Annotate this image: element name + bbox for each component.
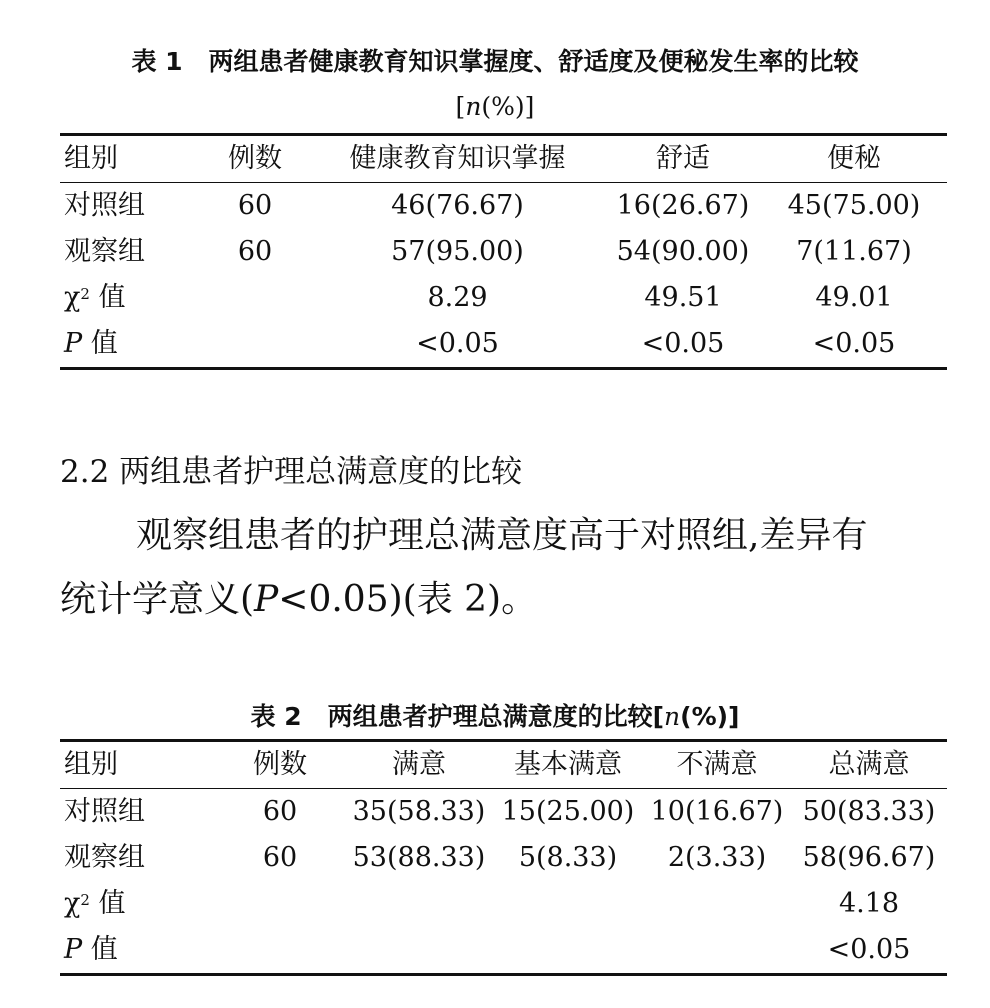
table-cell: 46(76.67) (391, 190, 524, 221)
table2-chi-label: $\chi^2$ 值 (64, 888, 126, 919)
table2-header-row (60, 741, 947, 789)
table-cell: 35(58.33) (352, 796, 486, 827)
table1-header-knowledge: 健康教育知识掌握 (310, 135, 605, 183)
table-cell: 58(96.67) (802, 842, 936, 873)
table1-caption (0, 42, 990, 78)
table1-label: 表 1 (131, 47, 183, 76)
table-cell: 4.18 (838, 888, 900, 919)
section-paragraph (60, 504, 950, 632)
table1-header-row (60, 135, 947, 183)
table-cell (493, 881, 643, 927)
table1-chi-label: $\chi^2$ 值 (64, 282, 126, 313)
table1 (60, 133, 947, 370)
table-cell: 60 (262, 796, 298, 827)
table-cell: 60 (237, 190, 273, 221)
table-cell: <0.05 (827, 934, 911, 965)
table-cell: 对照组 (64, 190, 145, 221)
table1-unit: [n(%)] (455, 92, 535, 121)
table-cell: 49.51 (644, 282, 722, 313)
table2-header-basic: 基本满意 (493, 741, 643, 789)
table-cell: 60 (262, 842, 298, 873)
table-cell: 5(8.33) (518, 842, 618, 873)
table-cell: 53(88.33) (352, 842, 486, 873)
table-row (60, 835, 947, 881)
table2-title-n: n (664, 702, 681, 731)
section-heading: 2.2 两组患者护理总满意度的比较 (60, 454, 523, 490)
table2-header-total: 总满意 (791, 741, 947, 789)
table1-header-comfort: 舒适 (605, 135, 761, 183)
table1-header-constipation: 便秘 (761, 135, 947, 183)
table-cell: 观察组 (64, 236, 145, 267)
table2 (60, 739, 947, 976)
table2-caption: 表 2 两组患者护理总满意度的比较[n(%)] (250, 702, 740, 731)
table1-p-row (60, 321, 947, 369)
table-cell: <0.05 (641, 328, 725, 359)
table-row (60, 229, 947, 275)
table-cell (643, 881, 791, 927)
table1-title: 两组患者健康教育知识掌握度、舒适度及便秘发生率的比较 (208, 47, 859, 76)
table2-header-satisfied: 满意 (345, 741, 493, 789)
table2-header-count: 例数 (215, 741, 345, 789)
table-cell: 10(16.67) (650, 796, 784, 827)
table1-unit-n: n (465, 92, 482, 121)
paragraph-line-2: 统计学意义(P<0.05)(表 2)。 (60, 579, 538, 620)
table-cell: 50(83.33) (802, 796, 936, 827)
table-cell (345, 881, 493, 927)
table-cell (200, 321, 310, 369)
table-cell: <0.05 (812, 328, 896, 359)
table-cell: 8.29 (427, 282, 488, 313)
table-cell: 2(3.33) (667, 842, 767, 873)
table-cell: 57(95.00) (391, 236, 524, 267)
table-cell (215, 881, 345, 927)
table-cell: <0.05 (416, 328, 499, 359)
table2-label: 表 2 (250, 702, 302, 731)
paragraph-line-1: 观察组患者的护理总满意度高于对照组,差异有 (136, 515, 868, 556)
table-cell: 15(25.00) (501, 796, 635, 827)
table-cell (643, 927, 791, 975)
table-row (60, 183, 947, 230)
table-cell: 7(11.67) (796, 236, 912, 267)
table2-title: 两组患者护理总满意度的比较[ (327, 702, 665, 731)
table-cell (345, 927, 493, 975)
table-cell (215, 927, 345, 975)
table1-p-label: P 值 (64, 328, 118, 359)
table-cell (493, 927, 643, 975)
table-cell (200, 275, 310, 321)
table1-header-group: 组别 (60, 135, 200, 183)
table2-p-label: P 值 (64, 934, 118, 965)
table-cell: 49.01 (815, 282, 893, 313)
table-cell: 60 (237, 236, 273, 267)
table2-p-row (60, 927, 947, 975)
table1-header-count: 例数 (200, 135, 310, 183)
table2-chi-row (60, 881, 947, 927)
table-cell: 16(26.67) (616, 190, 750, 221)
table-cell: 45(75.00) (787, 190, 921, 221)
table-cell: 观察组 (64, 842, 145, 873)
table-cell: 对照组 (64, 796, 145, 827)
table2-header-group: 组别 (60, 741, 215, 789)
table1-chi-row (60, 275, 947, 321)
table-row (60, 789, 947, 836)
table2-header-unsatisfied: 不满意 (643, 741, 791, 789)
table-cell: 54(90.00) (616, 236, 750, 267)
